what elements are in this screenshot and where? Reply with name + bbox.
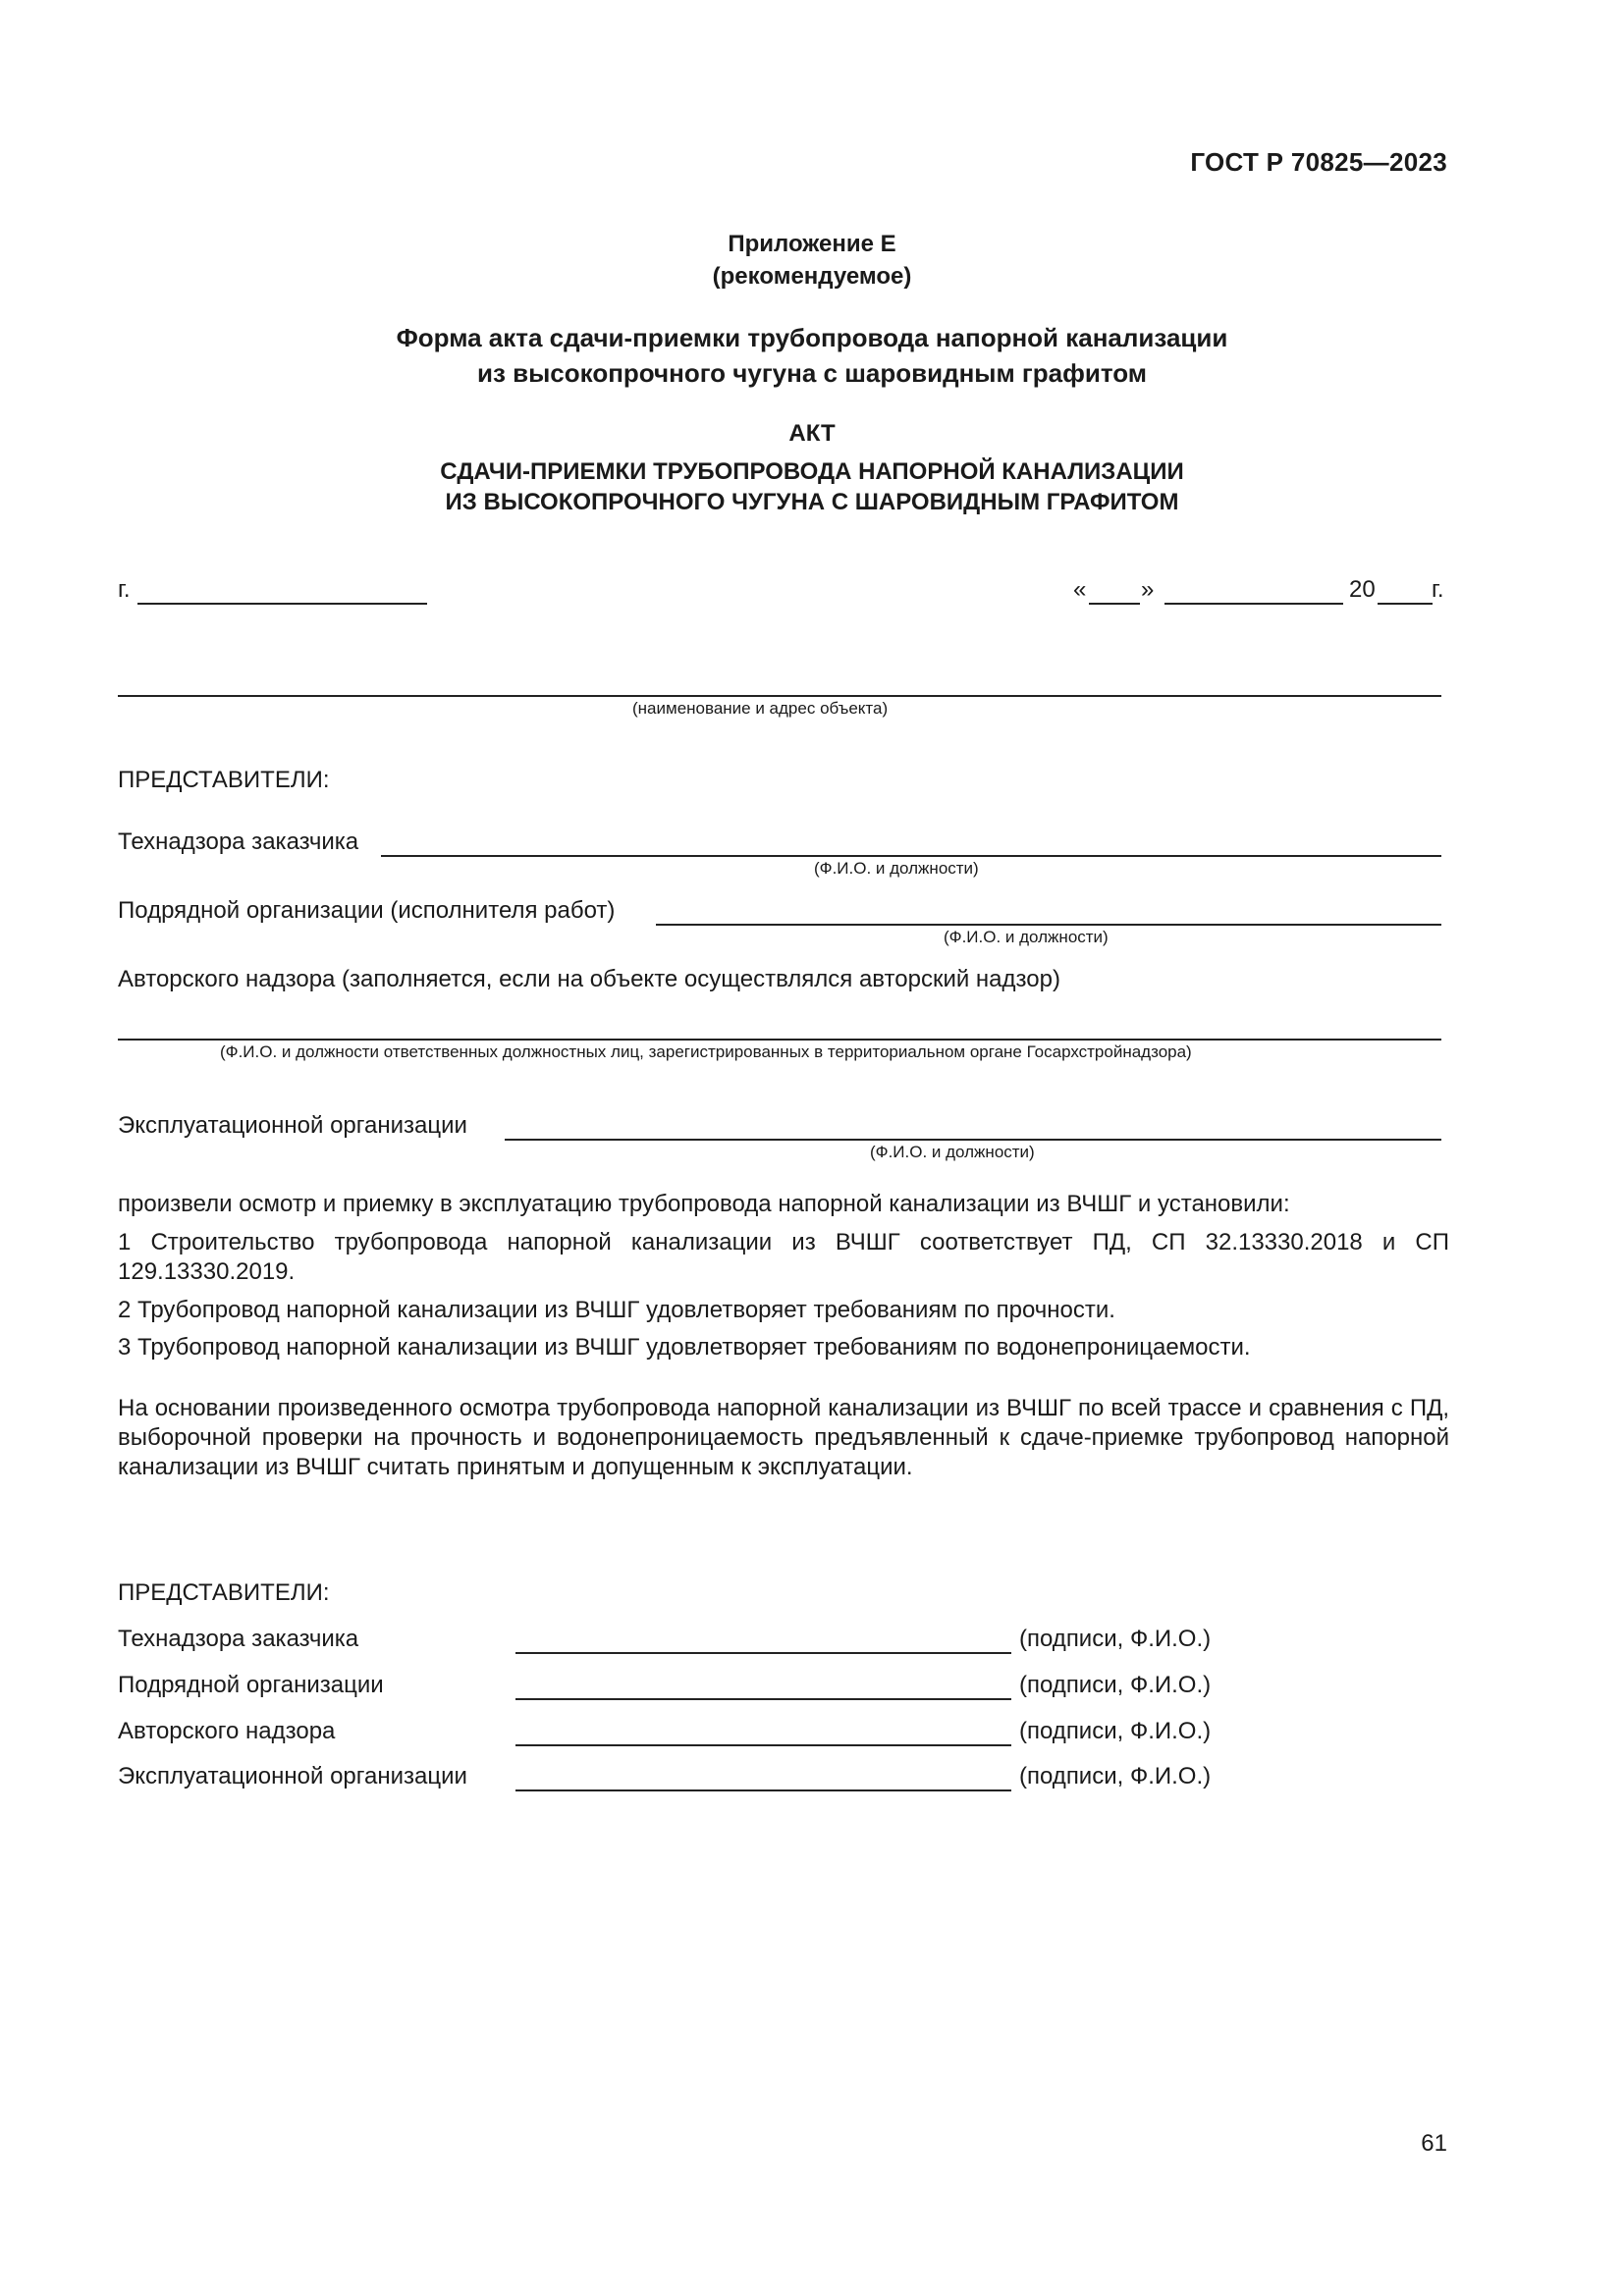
author-label: Авторского надзора (заполняется, если на объекте осуществлялся авторский надзор) <box>118 966 1060 992</box>
appendix-status: (рекомендуемое) <box>712 263 912 290</box>
act-label: АКТ <box>788 420 836 447</box>
customer-field-line[interactable] <box>381 855 1441 857</box>
signature-note: (подписи, Ф.И.О.) <box>1019 1763 1212 1789</box>
appendix-heading <box>0 228 1624 293</box>
object-caption: (наименование и адрес объекта) <box>632 699 889 718</box>
author-field-line[interactable] <box>118 1039 1441 1041</box>
signature-note: (подписи, Ф.И.О.) <box>1019 1672 1212 1698</box>
object-field-line[interactable] <box>118 695 1441 697</box>
form-title-line2: из высокопрочного чугуна с шаровидным графитом <box>476 358 1148 388</box>
year-prefix: 20 <box>1349 576 1376 603</box>
date-close-quote: » <box>1141 576 1155 603</box>
form-title-line1: Форма акта сдачи-приемки трубопровода напорной канализации <box>396 323 1228 352</box>
date-year-line[interactable] <box>1378 603 1433 605</box>
date-month-line[interactable] <box>1164 603 1343 605</box>
signature-line[interactable] <box>515 1698 1011 1700</box>
contractor-label: Подрядной организации (исполнителя работ) <box>118 897 616 924</box>
signature-line[interactable] <box>515 1652 1011 1654</box>
customer-caption: (Ф.И.О. и должности) <box>814 859 979 878</box>
body-item-1: 1 Строительство трубопровода напорной канализации из ВЧШГ соответствует ПД, СП 32.13330.2018 и СП 129.13330.2019. <box>118 1229 1449 1285</box>
body-conclusion: На основании произведенного осмотра трубопровода напорной канализации из ВЧШГ по всей трассе и сравнения с ПД, выборочной проверки на прочность и водонепроницаемость предъявленный к сдаче-приемке трубопровод напорной канализации из ВЧШГ считать принятым и допущенным к эксплуатации. <box>118 1395 1449 1480</box>
signature-label: Авторского надзора <box>118 1718 336 1744</box>
date-day-line[interactable] <box>1089 603 1140 605</box>
representatives-heading: ПРЕДСТАВИТЕЛИ: <box>118 767 330 793</box>
document-code: ГОСТ Р 70825—2023 <box>1190 147 1447 177</box>
customer-label: Технадзора заказчика <box>118 828 359 855</box>
signature-label: Подрядной организации <box>118 1672 384 1698</box>
signature-note: (подписи, Ф.И.О.) <box>1019 1626 1212 1652</box>
appendix-title: Приложение Е <box>728 231 896 257</box>
body-intro: произвели осмотр и приемку в эксплуатацию трубопровода напорной канализации из ВЧШГ и установили: <box>118 1191 1290 1217</box>
signature-label: Технадзора заказчика <box>118 1626 359 1652</box>
signature-line[interactable] <box>515 1789 1011 1791</box>
signature-row <box>118 1671 1296 1700</box>
signature-line[interactable] <box>515 1744 1011 1746</box>
city-prefix: г. <box>118 576 131 603</box>
operator-caption: (Ф.И.О. и должности) <box>870 1143 1035 1161</box>
body-item-2: 2 Трубопровод напорной канализации из ВЧШГ удовлетворяет требованиям по прочности. <box>118 1297 1115 1323</box>
form-title <box>0 320 1624 391</box>
signatures-heading: ПРЕДСТАВИТЕЛИ: <box>118 1579 330 1606</box>
page-number: 61 <box>1421 2130 1447 2157</box>
author-caption: (Ф.И.О. и должности ответственных должностных лиц, зарегистрированных в территориальном органе Госархстройнадзора) <box>220 1042 1192 1061</box>
operator-field-line[interactable] <box>505 1139 1441 1141</box>
date-open-quote: « <box>1073 576 1087 603</box>
signature-label: Эксплуатационной организации <box>118 1763 467 1789</box>
year-suffix: г. <box>1432 576 1444 603</box>
operator-label: Эксплуатационной организации <box>118 1112 467 1139</box>
act-title-line2: ИЗ ВЫСОКОПРОЧНОГО ЧУГУНА С ШАРОВИДНЫМ ГРАФИТОМ <box>445 489 1179 515</box>
act-title <box>0 418 1624 517</box>
signature-row <box>118 1625 1296 1654</box>
contractor-field-line[interactable] <box>656 924 1441 926</box>
contractor-caption: (Ф.И.О. и должности) <box>944 928 1109 946</box>
act-title-line1: СДАЧИ-ПРИЕМКИ ТРУБОПРОВОДА НАПОРНОЙ КАНАЛИЗАЦИИ <box>440 458 1184 485</box>
signature-row <box>118 1717 1296 1746</box>
signature-row <box>118 1762 1296 1791</box>
city-field-line[interactable] <box>137 603 427 605</box>
body-item-3: 3 Трубопровод напорной канализации из ВЧШГ удовлетворяет требованиям по водонепроницаемости. <box>118 1334 1251 1361</box>
signature-note: (подписи, Ф.И.О.) <box>1019 1718 1212 1744</box>
